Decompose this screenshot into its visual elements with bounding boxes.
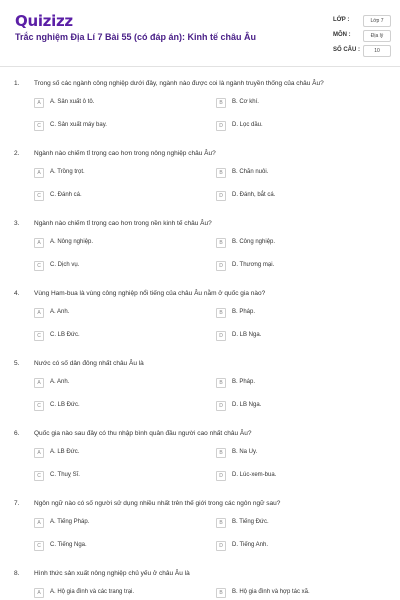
option-letter-box: A xyxy=(34,98,44,108)
header-divider xyxy=(0,66,400,67)
question-text: Ngành nào chiếm tỉ trọng cao hơn trong nền kinh tế châu Âu? xyxy=(34,220,212,227)
option-c[interactable] xyxy=(34,541,184,551)
option-text: B. Na Uy. xyxy=(232,449,258,455)
option-letter-box: D xyxy=(216,191,226,201)
meta-class-row xyxy=(333,15,393,30)
option-letter-box: A xyxy=(34,238,44,248)
meta-count-label: SỐ CÂU : xyxy=(333,47,360,53)
option-letter-box: A xyxy=(34,448,44,458)
option-text: C. Đánh cá. xyxy=(50,192,82,198)
option-c[interactable] xyxy=(34,401,184,411)
option-d[interactable] xyxy=(216,261,366,271)
option-letter-box: B xyxy=(216,168,226,178)
option-a[interactable] xyxy=(34,378,184,388)
question-number: 2. xyxy=(14,150,20,157)
option-letter-box: C xyxy=(34,191,44,201)
option-letter-box: C xyxy=(34,471,44,481)
worksheet-title: Trắc nghiệm Địa Lí 7 Bài 55 (có đáp án): Kinh tế châu Âu xyxy=(15,32,257,42)
option-letter-box: D xyxy=(216,121,226,131)
option-letter-box: B xyxy=(216,518,226,528)
question-text: Ngôn ngữ nào có số người sử dụng nhiều nhất trên thế giới trong các ngôn ngữ sau? xyxy=(34,500,281,507)
option-letter-box: A xyxy=(34,518,44,528)
question-text: Vùng Ham-bua là vùng công nghiệp nổi tiếng của châu Âu nằm ở quốc gia nào? xyxy=(34,290,266,297)
question-1 xyxy=(0,80,400,150)
option-c[interactable] xyxy=(34,331,184,341)
option-d[interactable] xyxy=(216,191,366,201)
option-letter-box: D xyxy=(216,401,226,411)
question-2 xyxy=(0,150,400,220)
option-letter-box: C xyxy=(34,121,44,131)
question-3 xyxy=(0,220,400,290)
option-letter-box: D xyxy=(216,331,226,341)
option-d[interactable] xyxy=(216,541,366,551)
option-letter-box: D xyxy=(216,541,226,551)
option-text: A. Hộ gia đình và các trang trại. xyxy=(50,589,135,595)
option-text: D. LB Nga. xyxy=(232,332,262,338)
option-letter-box: D xyxy=(216,261,226,271)
option-b[interactable] xyxy=(216,448,366,458)
option-a[interactable] xyxy=(34,448,184,458)
question-number: 7. xyxy=(14,500,20,507)
option-text: A. Tiếng Pháp. xyxy=(50,519,90,525)
option-letter-box: A xyxy=(34,378,44,388)
option-d[interactable] xyxy=(216,121,366,131)
question-text: Nước có số dân đông nhất châu Âu là xyxy=(34,360,144,367)
meta-subject-row xyxy=(333,30,393,45)
option-text: D. Lọc dầu. xyxy=(232,122,263,128)
option-text: B. Cơ khí. xyxy=(232,99,259,105)
option-text: B. Công nghiệp. xyxy=(232,239,276,245)
option-text: D. Thương mại. xyxy=(232,262,275,268)
option-b[interactable] xyxy=(216,518,366,528)
option-c[interactable] xyxy=(34,471,184,481)
option-letter-box: A xyxy=(34,308,44,318)
option-text: C. LB Đức. xyxy=(50,332,80,338)
option-text: A. Sản xuất ô tô. xyxy=(50,99,95,105)
option-letter-box: C xyxy=(34,541,44,551)
question-number: 1. xyxy=(14,80,20,87)
option-text: C. Thuỵ Sĩ. xyxy=(50,472,80,478)
option-text: B. Hộ gia đình và hợp tác xã. xyxy=(232,589,310,595)
question-text: Trong số các ngành công nghiệp dưới đây, ngành nào được coi là ngành truyền thống của châu Âu? xyxy=(34,80,324,87)
question-4 xyxy=(0,290,400,360)
question-text: Ngành nào chiếm tỉ trọng cao hơn trong nông nghiệp châu Âu? xyxy=(34,150,216,157)
question-5 xyxy=(0,360,400,430)
question-text: Hình thức sản xuất nông nghiệp chủ yếu ở châu Âu là xyxy=(34,570,190,577)
option-letter-box: B xyxy=(216,378,226,388)
meta-subject-label: MÔN : xyxy=(333,32,351,38)
option-a[interactable] xyxy=(34,588,184,598)
option-c[interactable] xyxy=(34,191,184,201)
question-number: 6. xyxy=(14,430,20,437)
worksheet-header xyxy=(0,0,400,62)
option-text: A. LB Đức. xyxy=(50,449,80,455)
option-text: C. Dịch vụ. xyxy=(50,262,80,268)
meta-count-value: 10 xyxy=(363,45,391,57)
option-a[interactable] xyxy=(34,168,184,178)
option-text: B. Chăn nuôi. xyxy=(232,169,269,175)
meta-class-label: LỚP : xyxy=(333,17,350,23)
option-letter-box: B xyxy=(216,588,226,598)
option-text: C. Tiếng Nga. xyxy=(50,542,87,548)
question-number: 3. xyxy=(14,220,20,227)
option-c[interactable] xyxy=(34,261,184,271)
meta-subject-value: Địa lý xyxy=(363,30,391,42)
option-d[interactable] xyxy=(216,401,366,411)
question-7 xyxy=(0,500,400,570)
option-b[interactable] xyxy=(216,168,366,178)
option-b[interactable] xyxy=(216,238,366,248)
option-text: A. Trồng trọt. xyxy=(50,169,85,175)
option-text: C. Sản xuất máy bay. xyxy=(50,122,107,128)
option-c[interactable] xyxy=(34,121,184,131)
option-text: B. Pháp. xyxy=(232,309,256,315)
option-letter-box: B xyxy=(216,98,226,108)
option-text: D. Đánh, bắt cá. xyxy=(232,192,276,198)
question-number: 8. xyxy=(14,570,20,577)
option-d[interactable] xyxy=(216,471,366,481)
meta-count-row xyxy=(333,45,393,60)
meta-class-value: Lớp 7 xyxy=(363,15,391,27)
quizizz-logo: Quizizz xyxy=(15,12,73,30)
question-8 xyxy=(0,570,400,600)
option-text: A. Anh. xyxy=(50,309,70,315)
question-text: Quốc gia nào sau đây có thu nhập bình quân đầu người cao nhất châu Âu? xyxy=(34,430,252,437)
option-a[interactable] xyxy=(34,518,184,528)
option-text: A. Anh. xyxy=(50,379,70,385)
option-letter-box: C xyxy=(34,401,44,411)
option-letter-box: A xyxy=(34,588,44,598)
option-b[interactable] xyxy=(216,98,366,108)
option-letter-box: B xyxy=(216,308,226,318)
option-b[interactable] xyxy=(216,308,366,318)
option-text: D. Tiếng Anh. xyxy=(232,542,269,548)
option-d[interactable] xyxy=(216,331,366,341)
option-text: A. Nông nghiệp. xyxy=(50,239,94,245)
option-text: C. LB Đức. xyxy=(50,402,80,408)
option-a[interactable] xyxy=(34,98,184,108)
option-a[interactable] xyxy=(34,308,184,318)
question-number: 5. xyxy=(14,360,20,367)
option-a[interactable] xyxy=(34,238,184,248)
option-text: B. Tiếng Đức. xyxy=(232,519,269,525)
question-6 xyxy=(0,430,400,500)
option-b[interactable] xyxy=(216,588,366,598)
option-letter-box: B xyxy=(216,238,226,248)
option-letter-box: C xyxy=(34,331,44,341)
option-b[interactable] xyxy=(216,378,366,388)
option-letter-box: C xyxy=(34,261,44,271)
option-letter-box: B xyxy=(216,448,226,458)
option-text: D. LB Nga. xyxy=(232,402,262,408)
question-number: 4. xyxy=(14,290,20,297)
option-letter-box: A xyxy=(34,168,44,178)
option-text: B. Pháp. xyxy=(232,379,256,385)
option-letter-box: D xyxy=(216,471,226,481)
worksheet-meta xyxy=(333,15,393,60)
option-text: D. Lúc-xem-bua. xyxy=(232,472,277,478)
